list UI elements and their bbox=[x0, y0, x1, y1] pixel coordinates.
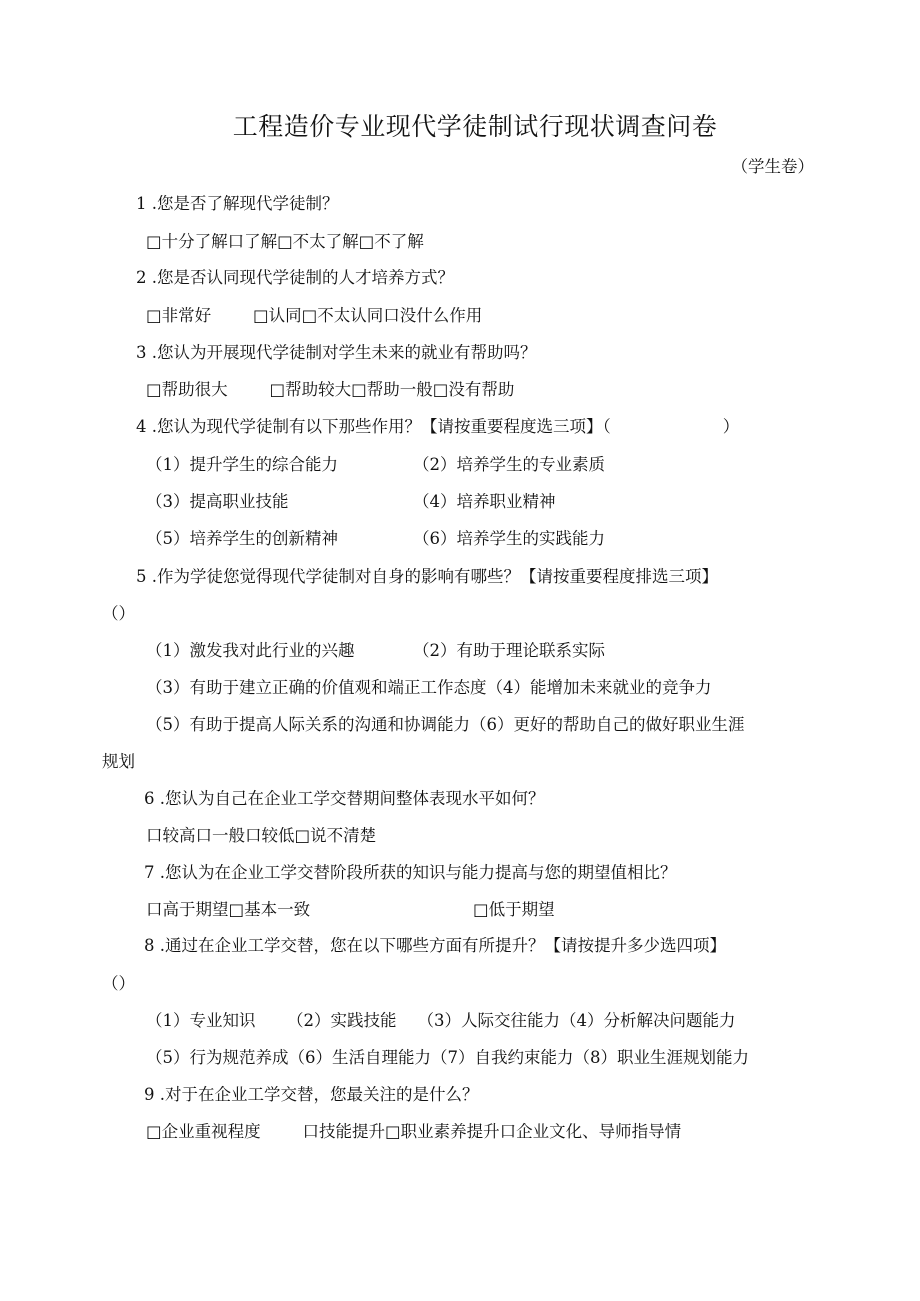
question-9-options[interactable]: □企业重视程度 口技能提升□职业素养提升口企业文化、导师指导情 bbox=[146, 1122, 682, 1141]
question-5-options-3-4: （3）有助于建立正确的价值观和端正工作态度（4）能增加未来就业的竞争力 bbox=[146, 678, 712, 697]
question-4-option-3: （3）提高职业技能 bbox=[146, 492, 289, 511]
question-6-options[interactable]: 口较高口一般口较低□说不清楚 bbox=[146, 826, 377, 845]
question-4-option-2: （2）培养学生的专业素质 bbox=[413, 455, 605, 474]
page-title: 工程造价专业现代学徒制试行现状调查问卷 bbox=[232, 112, 718, 141]
question-5-options-5-6: （5）有助于提高人际关系的沟通和协调能力（6）更好的帮助自己的做好职业生涯 bbox=[146, 715, 745, 734]
question-7: 7 .您认为在企业工学交替阶段所获的知识与能力提高与您的期望值相比？ bbox=[144, 863, 677, 882]
question-1-options[interactable]: □十分了解口了解□不太了解□不了解 bbox=[146, 232, 424, 251]
question-5-option-6-continued: 规划 bbox=[102, 752, 135, 771]
question-8: 8 .通过在企业工学交替，您在以下哪些方面有所提升？【请按提升多少选四项】 bbox=[144, 936, 726, 955]
question-7-options-b[interactable]: □低于期望 bbox=[473, 900, 555, 919]
question-4-option-5: （5）培养学生的创新精神 bbox=[146, 529, 338, 548]
question-8-options-row-2: （5）行为规范养成（6）生活自理能力（7）自我约束能力（8）职业生涯规划能力 bbox=[146, 1048, 749, 1067]
question-6: 6 .您认为自己在企业工学交替期间整体表现水平如何？ bbox=[144, 789, 545, 808]
question-8-options-row-1: （1）专业知识 （2）实践技能 （3）人际交往能力（4）分析解决问题能力 bbox=[146, 1011, 736, 1030]
question-3: 3 .您认为开展现代学徒制对学生未来的就业有帮助吗？ bbox=[136, 343, 537, 362]
question-4-option-1: （1）提升学生的综合能力 bbox=[146, 455, 338, 474]
question-4-option-4: （4）培养职业精神 bbox=[413, 492, 556, 511]
question-2-options[interactable]: □非常好 □认同□不太认同口没什么作用 bbox=[146, 306, 483, 325]
page-subtitle: （学生卷） bbox=[731, 157, 814, 176]
question-9: 9 .对于在企业工学交替，您最关注的是什么？ bbox=[144, 1085, 479, 1104]
question-4-text: 4 .您认为现代学徒制有以下那些作用？【请按重要程度选三项】（ bbox=[136, 417, 611, 436]
question-5-option-2: （2）有助于理论联系实际 bbox=[413, 641, 605, 660]
question-2: 2 .您是否认同现代学徒制的人才培养方式？ bbox=[136, 268, 454, 287]
question-5-option-1: （1）激发我对此行业的兴趣 bbox=[146, 641, 355, 660]
question-5-answer-paren[interactable]: （） bbox=[102, 604, 135, 623]
question-4-paren-close: ） bbox=[722, 417, 740, 436]
question-7-options-a[interactable]: 口高于期望□基本一致 bbox=[146, 900, 311, 919]
question-8-answer-paren[interactable]: （） bbox=[102, 974, 135, 993]
question-4-option-6: （6）培养学生的实践能力 bbox=[413, 529, 605, 548]
question-4 bbox=[136, 416, 739, 438]
question-3-options[interactable]: □帮助很大 □帮助较大□帮助一般□没有帮助 bbox=[146, 380, 515, 399]
question-5: 5 .作为学徒您觉得现代学徒制对自身的影响有哪些？【请按重要程度排选三项】 bbox=[136, 567, 718, 586]
question-1: 1 .您是否了解现代学徒制？ bbox=[136, 194, 339, 213]
